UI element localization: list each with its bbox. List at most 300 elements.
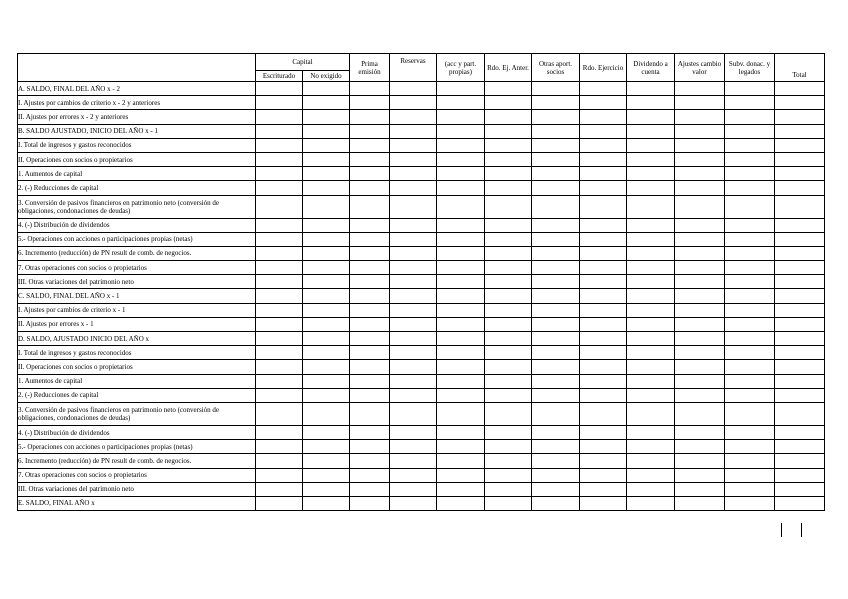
value-cell[interactable]: [725, 218, 775, 232]
value-cell[interactable]: [627, 468, 675, 482]
value-cell[interactable]: [350, 402, 390, 425]
value-cell[interactable]: [532, 218, 580, 232]
value-cell[interactable]: [303, 275, 350, 289]
value-cell[interactable]: [303, 360, 350, 374]
value-cell[interactable]: [675, 181, 725, 195]
value-cell[interactable]: [580, 261, 627, 275]
value-cell[interactable]: [775, 482, 825, 496]
value-cell[interactable]: [725, 454, 775, 468]
value-cell[interactable]: [627, 195, 675, 218]
value-cell[interactable]: [775, 124, 825, 138]
value-cell[interactable]: [437, 303, 485, 317]
value-cell[interactable]: [437, 261, 485, 275]
value-cell[interactable]: [532, 496, 580, 510]
value-cell[interactable]: [775, 167, 825, 181]
value-cell[interactable]: [725, 246, 775, 260]
value-cell[interactable]: [725, 496, 775, 510]
value-cell[interactable]: [485, 218, 532, 232]
value-cell[interactable]: [532, 388, 580, 402]
value-cell[interactable]: [775, 181, 825, 195]
value-cell[interactable]: [350, 261, 390, 275]
value-cell[interactable]: [350, 496, 390, 510]
value-cell[interactable]: [350, 374, 390, 388]
value-cell[interactable]: [350, 317, 390, 331]
value-cell[interactable]: [303, 289, 350, 303]
value-cell[interactable]: [437, 246, 485, 260]
value-cell[interactable]: [390, 454, 437, 468]
value-cell[interactable]: [627, 152, 675, 166]
value-cell[interactable]: [627, 110, 675, 124]
value-cell[interactable]: [350, 289, 390, 303]
value-cell[interactable]: [437, 468, 485, 482]
value-cell[interactable]: [350, 195, 390, 218]
value-cell[interactable]: [580, 167, 627, 181]
value-cell[interactable]: [775, 374, 825, 388]
value-cell[interactable]: [437, 388, 485, 402]
value-cell[interactable]: [256, 402, 303, 425]
value-cell[interactable]: [532, 96, 580, 110]
value-cell[interactable]: [303, 246, 350, 260]
value-cell[interactable]: [775, 152, 825, 166]
value-cell[interactable]: [775, 82, 825, 96]
value-cell[interactable]: [390, 374, 437, 388]
value-cell[interactable]: [303, 232, 350, 246]
value-cell[interactable]: [725, 332, 775, 346]
value-cell[interactable]: [390, 167, 437, 181]
value-cell[interactable]: [725, 346, 775, 360]
value-cell[interactable]: [256, 482, 303, 496]
value-cell[interactable]: [775, 232, 825, 246]
value-cell[interactable]: [303, 496, 350, 510]
value-cell[interactable]: [437, 82, 485, 96]
value-cell[interactable]: [675, 346, 725, 360]
value-cell[interactable]: [256, 275, 303, 289]
value-cell[interactable]: [256, 303, 303, 317]
value-cell[interactable]: [675, 218, 725, 232]
value-cell[interactable]: [532, 167, 580, 181]
value-cell[interactable]: [303, 181, 350, 195]
value-cell[interactable]: [350, 388, 390, 402]
value-cell[interactable]: [437, 152, 485, 166]
value-cell[interactable]: [532, 482, 580, 496]
value-cell[interactable]: [725, 360, 775, 374]
value-cell[interactable]: [390, 232, 437, 246]
value-cell[interactable]: [675, 246, 725, 260]
value-cell[interactable]: [256, 181, 303, 195]
value-cell[interactable]: [350, 303, 390, 317]
value-cell[interactable]: [580, 496, 627, 510]
value-cell[interactable]: [350, 275, 390, 289]
value-cell[interactable]: [532, 124, 580, 138]
value-cell[interactable]: [350, 124, 390, 138]
value-cell[interactable]: [350, 468, 390, 482]
value-cell[interactable]: [303, 388, 350, 402]
value-cell[interactable]: [303, 138, 350, 152]
value-cell[interactable]: [390, 425, 437, 439]
value-cell[interactable]: [580, 454, 627, 468]
value-cell[interactable]: [390, 388, 437, 402]
value-cell[interactable]: [675, 440, 725, 454]
value-cell[interactable]: [437, 181, 485, 195]
value-cell[interactable]: [775, 332, 825, 346]
value-cell[interactable]: [437, 167, 485, 181]
value-cell[interactable]: [580, 152, 627, 166]
value-cell[interactable]: [775, 454, 825, 468]
value-cell[interactable]: [580, 425, 627, 439]
value-cell[interactable]: [485, 425, 532, 439]
value-cell[interactable]: [256, 454, 303, 468]
value-cell[interactable]: [725, 261, 775, 275]
value-cell[interactable]: [256, 360, 303, 374]
value-cell[interactable]: [256, 388, 303, 402]
value-cell[interactable]: [437, 110, 485, 124]
value-cell[interactable]: [437, 454, 485, 468]
value-cell[interactable]: [390, 468, 437, 482]
value-cell[interactable]: [775, 388, 825, 402]
value-cell[interactable]: [485, 317, 532, 331]
value-cell[interactable]: [485, 289, 532, 303]
value-cell[interactable]: [725, 374, 775, 388]
value-cell[interactable]: [485, 482, 532, 496]
value-cell[interactable]: [775, 195, 825, 218]
value-cell[interactable]: [350, 167, 390, 181]
value-cell[interactable]: [390, 152, 437, 166]
value-cell[interactable]: [532, 374, 580, 388]
value-cell[interactable]: [675, 289, 725, 303]
value-cell[interactable]: [775, 402, 825, 425]
value-cell[interactable]: [675, 261, 725, 275]
value-cell[interactable]: [580, 402, 627, 425]
value-cell[interactable]: [627, 374, 675, 388]
value-cell[interactable]: [256, 218, 303, 232]
value-cell[interactable]: [675, 82, 725, 96]
value-cell[interactable]: [725, 152, 775, 166]
value-cell[interactable]: [580, 181, 627, 195]
value-cell[interactable]: [485, 332, 532, 346]
value-cell[interactable]: [627, 482, 675, 496]
value-cell[interactable]: [725, 440, 775, 454]
value-cell[interactable]: [485, 167, 532, 181]
value-cell[interactable]: [350, 232, 390, 246]
value-cell[interactable]: [580, 218, 627, 232]
value-cell[interactable]: [256, 425, 303, 439]
value-cell[interactable]: [303, 110, 350, 124]
value-cell[interactable]: [532, 246, 580, 260]
value-cell[interactable]: [303, 440, 350, 454]
value-cell[interactable]: [303, 332, 350, 346]
value-cell[interactable]: [675, 482, 725, 496]
value-cell[interactable]: [532, 181, 580, 195]
value-cell[interactable]: [775, 468, 825, 482]
value-cell[interactable]: [256, 152, 303, 166]
value-cell[interactable]: [437, 360, 485, 374]
value-cell[interactable]: [437, 482, 485, 496]
value-cell[interactable]: [775, 246, 825, 260]
value-cell[interactable]: [350, 138, 390, 152]
value-cell[interactable]: [256, 138, 303, 152]
value-cell[interactable]: [485, 303, 532, 317]
value-cell[interactable]: [485, 82, 532, 96]
value-cell[interactable]: [437, 425, 485, 439]
value-cell[interactable]: [627, 388, 675, 402]
value-cell[interactable]: [580, 289, 627, 303]
value-cell[interactable]: [350, 218, 390, 232]
value-cell[interactable]: [627, 167, 675, 181]
value-cell[interactable]: [627, 332, 675, 346]
value-cell[interactable]: [580, 110, 627, 124]
value-cell[interactable]: [485, 110, 532, 124]
value-cell[interactable]: [775, 218, 825, 232]
value-cell[interactable]: [675, 152, 725, 166]
value-cell[interactable]: [775, 496, 825, 510]
value-cell[interactable]: [437, 332, 485, 346]
value-cell[interactable]: [390, 275, 437, 289]
value-cell[interactable]: [303, 425, 350, 439]
value-cell[interactable]: [580, 232, 627, 246]
value-cell[interactable]: [675, 303, 725, 317]
value-cell[interactable]: [675, 454, 725, 468]
value-cell[interactable]: [580, 346, 627, 360]
value-cell[interactable]: [627, 289, 675, 303]
value-cell[interactable]: [725, 289, 775, 303]
value-cell[interactable]: [256, 124, 303, 138]
value-cell[interactable]: [725, 303, 775, 317]
value-cell[interactable]: [485, 374, 532, 388]
value-cell[interactable]: [725, 425, 775, 439]
value-cell[interactable]: [303, 261, 350, 275]
value-cell[interactable]: [485, 454, 532, 468]
value-cell[interactable]: [580, 138, 627, 152]
value-cell[interactable]: [627, 425, 675, 439]
value-cell[interactable]: [390, 218, 437, 232]
value-cell[interactable]: [580, 317, 627, 331]
value-cell[interactable]: [437, 275, 485, 289]
value-cell[interactable]: [580, 388, 627, 402]
value-cell[interactable]: [675, 167, 725, 181]
value-cell[interactable]: [580, 246, 627, 260]
value-cell[interactable]: [437, 124, 485, 138]
value-cell[interactable]: [532, 332, 580, 346]
value-cell[interactable]: [350, 440, 390, 454]
value-cell[interactable]: [350, 82, 390, 96]
value-cell[interactable]: [303, 454, 350, 468]
value-cell[interactable]: [580, 82, 627, 96]
value-cell[interactable]: [532, 317, 580, 331]
value-cell[interactable]: [485, 195, 532, 218]
value-cell[interactable]: [437, 232, 485, 246]
value-cell[interactable]: [303, 468, 350, 482]
value-cell[interactable]: [675, 96, 725, 110]
value-cell[interactable]: [390, 246, 437, 260]
value-cell[interactable]: [532, 195, 580, 218]
value-cell[interactable]: [256, 82, 303, 96]
value-cell[interactable]: [350, 425, 390, 439]
value-cell[interactable]: [350, 482, 390, 496]
value-cell[interactable]: [627, 496, 675, 510]
value-cell[interactable]: [532, 440, 580, 454]
value-cell[interactable]: [725, 167, 775, 181]
value-cell[interactable]: [580, 468, 627, 482]
value-cell[interactable]: [675, 360, 725, 374]
value-cell[interactable]: [485, 138, 532, 152]
value-cell[interactable]: [390, 496, 437, 510]
value-cell[interactable]: [303, 482, 350, 496]
value-cell[interactable]: [725, 82, 775, 96]
value-cell[interactable]: [437, 346, 485, 360]
value-cell[interactable]: [256, 167, 303, 181]
value-cell[interactable]: [437, 289, 485, 303]
value-cell[interactable]: [256, 261, 303, 275]
value-cell[interactable]: [390, 440, 437, 454]
value-cell[interactable]: [775, 261, 825, 275]
value-cell[interactable]: [675, 425, 725, 439]
value-cell[interactable]: [725, 468, 775, 482]
value-cell[interactable]: [775, 425, 825, 439]
value-cell[interactable]: [485, 275, 532, 289]
value-cell[interactable]: [485, 496, 532, 510]
value-cell[interactable]: [580, 96, 627, 110]
value-cell[interactable]: [390, 360, 437, 374]
value-cell[interactable]: [675, 332, 725, 346]
value-cell[interactable]: [725, 317, 775, 331]
value-cell[interactable]: [390, 261, 437, 275]
value-cell[interactable]: [532, 138, 580, 152]
value-cell[interactable]: [580, 332, 627, 346]
value-cell[interactable]: [303, 124, 350, 138]
value-cell[interactable]: [775, 275, 825, 289]
value-cell[interactable]: [390, 138, 437, 152]
value-cell[interactable]: [437, 218, 485, 232]
value-cell[interactable]: [350, 110, 390, 124]
value-cell[interactable]: [390, 181, 437, 195]
value-cell[interactable]: [675, 402, 725, 425]
value-cell[interactable]: [256, 96, 303, 110]
value-cell[interactable]: [350, 96, 390, 110]
value-cell[interactable]: [303, 317, 350, 331]
value-cell[interactable]: [532, 360, 580, 374]
value-cell[interactable]: [256, 289, 303, 303]
value-cell[interactable]: [725, 232, 775, 246]
value-cell[interactable]: [485, 152, 532, 166]
value-cell[interactable]: [725, 482, 775, 496]
value-cell[interactable]: [627, 360, 675, 374]
value-cell[interactable]: [390, 124, 437, 138]
value-cell[interactable]: [485, 181, 532, 195]
value-cell[interactable]: [485, 124, 532, 138]
value-cell[interactable]: [725, 388, 775, 402]
value-cell[interactable]: [350, 332, 390, 346]
value-cell[interactable]: [303, 195, 350, 218]
value-cell[interactable]: [580, 303, 627, 317]
value-cell[interactable]: [580, 360, 627, 374]
value-cell[interactable]: [390, 303, 437, 317]
value-cell[interactable]: [627, 138, 675, 152]
value-cell[interactable]: [532, 454, 580, 468]
value-cell[interactable]: [675, 195, 725, 218]
value-cell[interactable]: [256, 346, 303, 360]
value-cell[interactable]: [532, 402, 580, 425]
value-cell[interactable]: [303, 346, 350, 360]
value-cell[interactable]: [627, 402, 675, 425]
value-cell[interactable]: [303, 303, 350, 317]
value-cell[interactable]: [627, 317, 675, 331]
value-cell[interactable]: [437, 195, 485, 218]
value-cell[interactable]: [627, 303, 675, 317]
value-cell[interactable]: [303, 167, 350, 181]
value-cell[interactable]: [256, 232, 303, 246]
value-cell[interactable]: [532, 110, 580, 124]
value-cell[interactable]: [627, 246, 675, 260]
value-cell[interactable]: [390, 195, 437, 218]
value-cell[interactable]: [390, 289, 437, 303]
value-cell[interactable]: [485, 388, 532, 402]
value-cell[interactable]: [627, 261, 675, 275]
value-cell[interactable]: [627, 232, 675, 246]
value-cell[interactable]: [390, 96, 437, 110]
value-cell[interactable]: [532, 82, 580, 96]
value-cell[interactable]: [532, 425, 580, 439]
value-cell[interactable]: [437, 440, 485, 454]
value-cell[interactable]: [725, 402, 775, 425]
value-cell[interactable]: [580, 440, 627, 454]
value-cell[interactable]: [675, 138, 725, 152]
value-cell[interactable]: [485, 468, 532, 482]
value-cell[interactable]: [390, 482, 437, 496]
value-cell[interactable]: [256, 440, 303, 454]
value-cell[interactable]: [303, 152, 350, 166]
value-cell[interactable]: [485, 246, 532, 260]
value-cell[interactable]: [627, 124, 675, 138]
value-cell[interactable]: [350, 246, 390, 260]
value-cell[interactable]: [775, 138, 825, 152]
value-cell[interactable]: [775, 110, 825, 124]
value-cell[interactable]: [256, 110, 303, 124]
value-cell[interactable]: [485, 96, 532, 110]
value-cell[interactable]: [775, 360, 825, 374]
value-cell[interactable]: [675, 468, 725, 482]
value-cell[interactable]: [350, 346, 390, 360]
value-cell[interactable]: [725, 181, 775, 195]
value-cell[interactable]: [437, 374, 485, 388]
value-cell[interactable]: [256, 468, 303, 482]
value-cell[interactable]: [580, 195, 627, 218]
value-cell[interactable]: [303, 82, 350, 96]
value-cell[interactable]: [627, 346, 675, 360]
value-cell[interactable]: [256, 317, 303, 331]
value-cell[interactable]: [485, 440, 532, 454]
value-cell[interactable]: [675, 496, 725, 510]
value-cell[interactable]: [532, 303, 580, 317]
value-cell[interactable]: [675, 110, 725, 124]
value-cell[interactable]: [775, 440, 825, 454]
value-cell[interactable]: [532, 232, 580, 246]
value-cell[interactable]: [485, 402, 532, 425]
value-cell[interactable]: [485, 360, 532, 374]
value-cell[interactable]: [303, 374, 350, 388]
value-cell[interactable]: [256, 496, 303, 510]
value-cell[interactable]: [675, 275, 725, 289]
value-cell[interactable]: [725, 96, 775, 110]
value-cell[interactable]: [532, 152, 580, 166]
value-cell[interactable]: [532, 261, 580, 275]
value-cell[interactable]: [580, 124, 627, 138]
value-cell[interactable]: [256, 246, 303, 260]
value-cell[interactable]: [350, 181, 390, 195]
value-cell[interactable]: [725, 124, 775, 138]
value-cell[interactable]: [725, 138, 775, 152]
value-cell[interactable]: [675, 317, 725, 331]
value-cell[interactable]: [350, 360, 390, 374]
